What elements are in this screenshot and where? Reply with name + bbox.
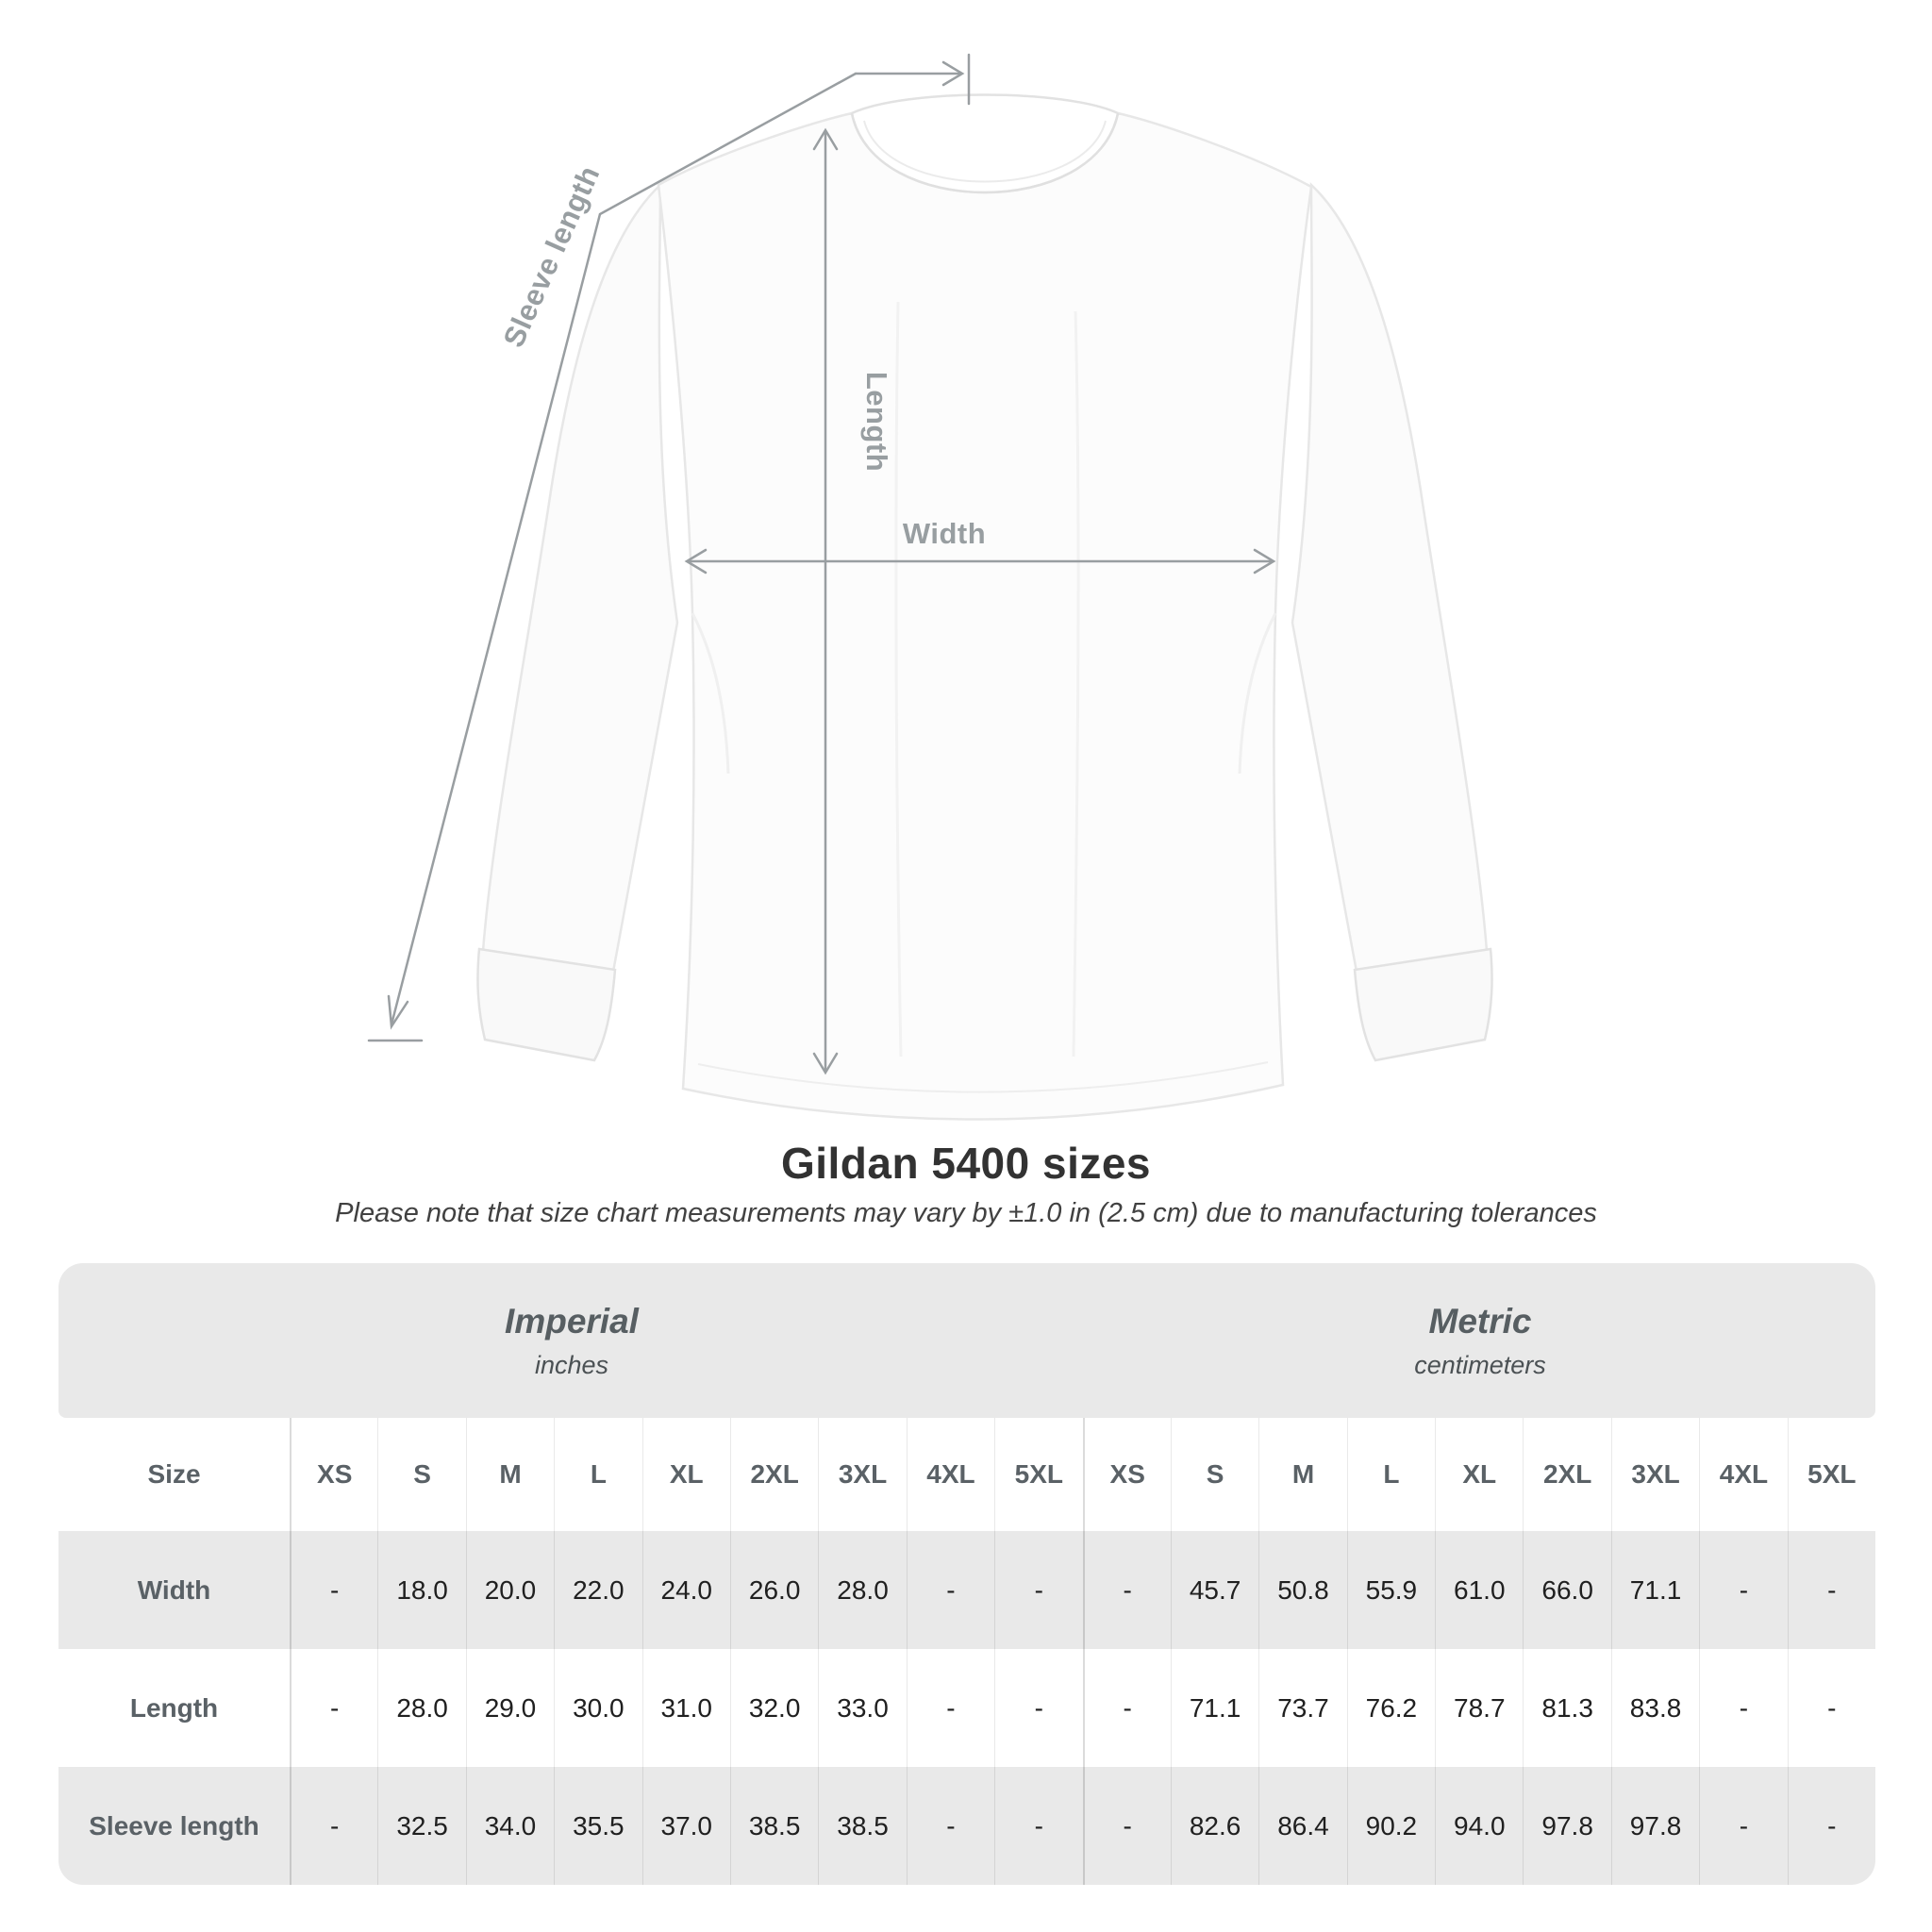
- value-imperial-cell: 34.0: [466, 1767, 554, 1885]
- table-rows-block: [58, 1418, 1875, 1885]
- table-row-sleeve-length: [58, 1767, 1875, 1885]
- value-metric-cell: 83.8: [1611, 1649, 1699, 1767]
- value-imperial-cell: 38.5: [818, 1767, 906, 1885]
- value-imperial-cell: -: [907, 1531, 994, 1649]
- size-header-imperial-l: L: [554, 1418, 641, 1531]
- row-label: Length: [129, 1692, 219, 1723]
- value-metric-cell: 71.1: [1171, 1649, 1258, 1767]
- size-header-metric-5xl: 5XL: [1788, 1418, 1875, 1531]
- value-imperial-cell: -: [290, 1649, 377, 1767]
- value-metric-cell: -: [1699, 1767, 1787, 1885]
- size-header-metric-l: L: [1347, 1418, 1435, 1531]
- value-metric-cell: -: [1788, 1649, 1875, 1767]
- tolerance-disclaimer: Please note that size chart measurements may vary by ±1.0 in (2.5 cm) due to manufacturing tolerances: [335, 1198, 1597, 1228]
- shirt-graphic: [477, 95, 1491, 1120]
- value-imperial-cell: 33.0: [818, 1649, 906, 1767]
- value-imperial-cell: 35.5: [554, 1767, 641, 1885]
- length-label: Length: [860, 371, 893, 473]
- size-header-imperial-xl: XL: [642, 1418, 730, 1531]
- value-metric-cell: 55.9: [1347, 1531, 1435, 1649]
- imperial-header-group: [58, 1263, 1085, 1418]
- shirt-left-cuff: [477, 949, 615, 1060]
- row-label: Sleeve length: [89, 1810, 259, 1840]
- value-metric-cell: 73.7: [1258, 1649, 1346, 1767]
- value-imperial-cell: -: [994, 1649, 1082, 1767]
- value-metric-cell: 94.0: [1435, 1767, 1523, 1885]
- value-imperial-cell: 29.0: [466, 1649, 554, 1767]
- value-metric-cell: -: [1699, 1649, 1787, 1767]
- size-header-metric-2xl: 2XL: [1523, 1418, 1610, 1531]
- value-metric-cell: -: [1699, 1531, 1787, 1649]
- size-header-metric-m: M: [1258, 1418, 1346, 1531]
- imperial-unit: inches: [534, 1350, 609, 1379]
- value-imperial-cell: 31.0: [642, 1649, 730, 1767]
- value-metric-cell: -: [1083, 1767, 1171, 1885]
- value-imperial-cell: 28.0: [377, 1649, 465, 1767]
- shirt-right-sleeve: [1292, 185, 1487, 972]
- value-metric-cell: 97.8: [1523, 1767, 1610, 1885]
- size-header-imperial-4xl: 4XL: [907, 1418, 994, 1531]
- value-metric-cell: 78.7: [1435, 1649, 1523, 1767]
- size-header-metric-xs: XS: [1083, 1418, 1171, 1531]
- size-header-imperial-m: M: [466, 1418, 554, 1531]
- value-metric-cell: -: [1083, 1649, 1171, 1767]
- table-row-width: [58, 1531, 1875, 1649]
- size-header-imperial-3xl: 3XL: [818, 1418, 906, 1531]
- value-imperial-cell: 37.0: [642, 1767, 730, 1885]
- sleeve-length-label: Sleeve length: [496, 160, 607, 353]
- size-header-imperial-xs: XS: [290, 1418, 377, 1531]
- value-metric-cell: -: [1788, 1531, 1875, 1649]
- size-header-metric-4xl: 4XL: [1699, 1418, 1787, 1531]
- value-metric-cell: 66.0: [1523, 1531, 1610, 1649]
- value-imperial-cell: 30.0: [554, 1649, 641, 1767]
- value-metric-cell: 97.8: [1611, 1767, 1699, 1885]
- value-metric-cell: 90.2: [1347, 1767, 1435, 1885]
- value-metric-cell: -: [1788, 1767, 1875, 1885]
- table-header-row: [58, 1418, 1875, 1531]
- shirt-body: [658, 113, 1311, 1120]
- metric-heading: Metric: [1428, 1301, 1532, 1341]
- value-imperial-cell: 22.0: [554, 1531, 641, 1649]
- value-imperial-cell: 24.0: [642, 1531, 730, 1649]
- value-metric-cell: -: [1083, 1531, 1171, 1649]
- shirt-right-cuff: [1355, 949, 1492, 1060]
- size-header-metric-s: S: [1171, 1418, 1258, 1531]
- value-imperial-cell: 32.0: [730, 1649, 818, 1767]
- metric-unit: centimeters: [1414, 1350, 1546, 1379]
- row-label: Width: [137, 1574, 211, 1605]
- shirt-collar-back: [852, 95, 1118, 114]
- value-imperial-cell: -: [290, 1531, 377, 1649]
- width-label: Width: [902, 517, 987, 550]
- value-imperial-cell: -: [290, 1767, 377, 1885]
- value-metric-cell: 86.4: [1258, 1767, 1346, 1885]
- size-table: [58, 1263, 1875, 1885]
- value-metric-cell: 45.7: [1171, 1531, 1258, 1649]
- value-imperial-cell: 32.5: [377, 1767, 465, 1885]
- value-imperial-cell: 18.0: [377, 1531, 465, 1649]
- size-header-imperial-2xl: 2XL: [730, 1418, 818, 1531]
- value-imperial-cell: 28.0: [818, 1531, 906, 1649]
- size-header-metric-xl: XL: [1435, 1418, 1523, 1531]
- value-metric-cell: 82.6: [1171, 1767, 1258, 1885]
- imperial-heading: Imperial: [505, 1301, 639, 1341]
- value-imperial-cell: -: [994, 1767, 1082, 1885]
- value-metric-cell: 76.2: [1347, 1649, 1435, 1767]
- value-imperial-cell: 26.0: [730, 1531, 818, 1649]
- size-header-imperial-s: S: [377, 1418, 465, 1531]
- page-title: Gildan 5400 sizes: [780, 1139, 1152, 1188]
- value-metric-cell: 50.8: [1258, 1531, 1346, 1649]
- metric-header-group: [1085, 1263, 1875, 1418]
- value-imperial-cell: -: [907, 1649, 994, 1767]
- size-column-header: Size: [147, 1459, 201, 1489]
- value-imperial-cell: 38.5: [730, 1767, 818, 1885]
- value-metric-cell: 81.3: [1523, 1649, 1610, 1767]
- value-imperial-cell: -: [907, 1767, 994, 1885]
- value-imperial-cell: -: [994, 1531, 1082, 1649]
- size-header-metric-3xl: 3XL: [1611, 1418, 1699, 1531]
- value-metric-cell: 61.0: [1435, 1531, 1523, 1649]
- unit-header-band: [58, 1263, 1875, 1418]
- value-metric-cell: 71.1: [1611, 1531, 1699, 1649]
- size-header-imperial-5xl: 5XL: [994, 1418, 1082, 1531]
- value-imperial-cell: 20.0: [466, 1531, 554, 1649]
- table-row-length: [58, 1649, 1875, 1767]
